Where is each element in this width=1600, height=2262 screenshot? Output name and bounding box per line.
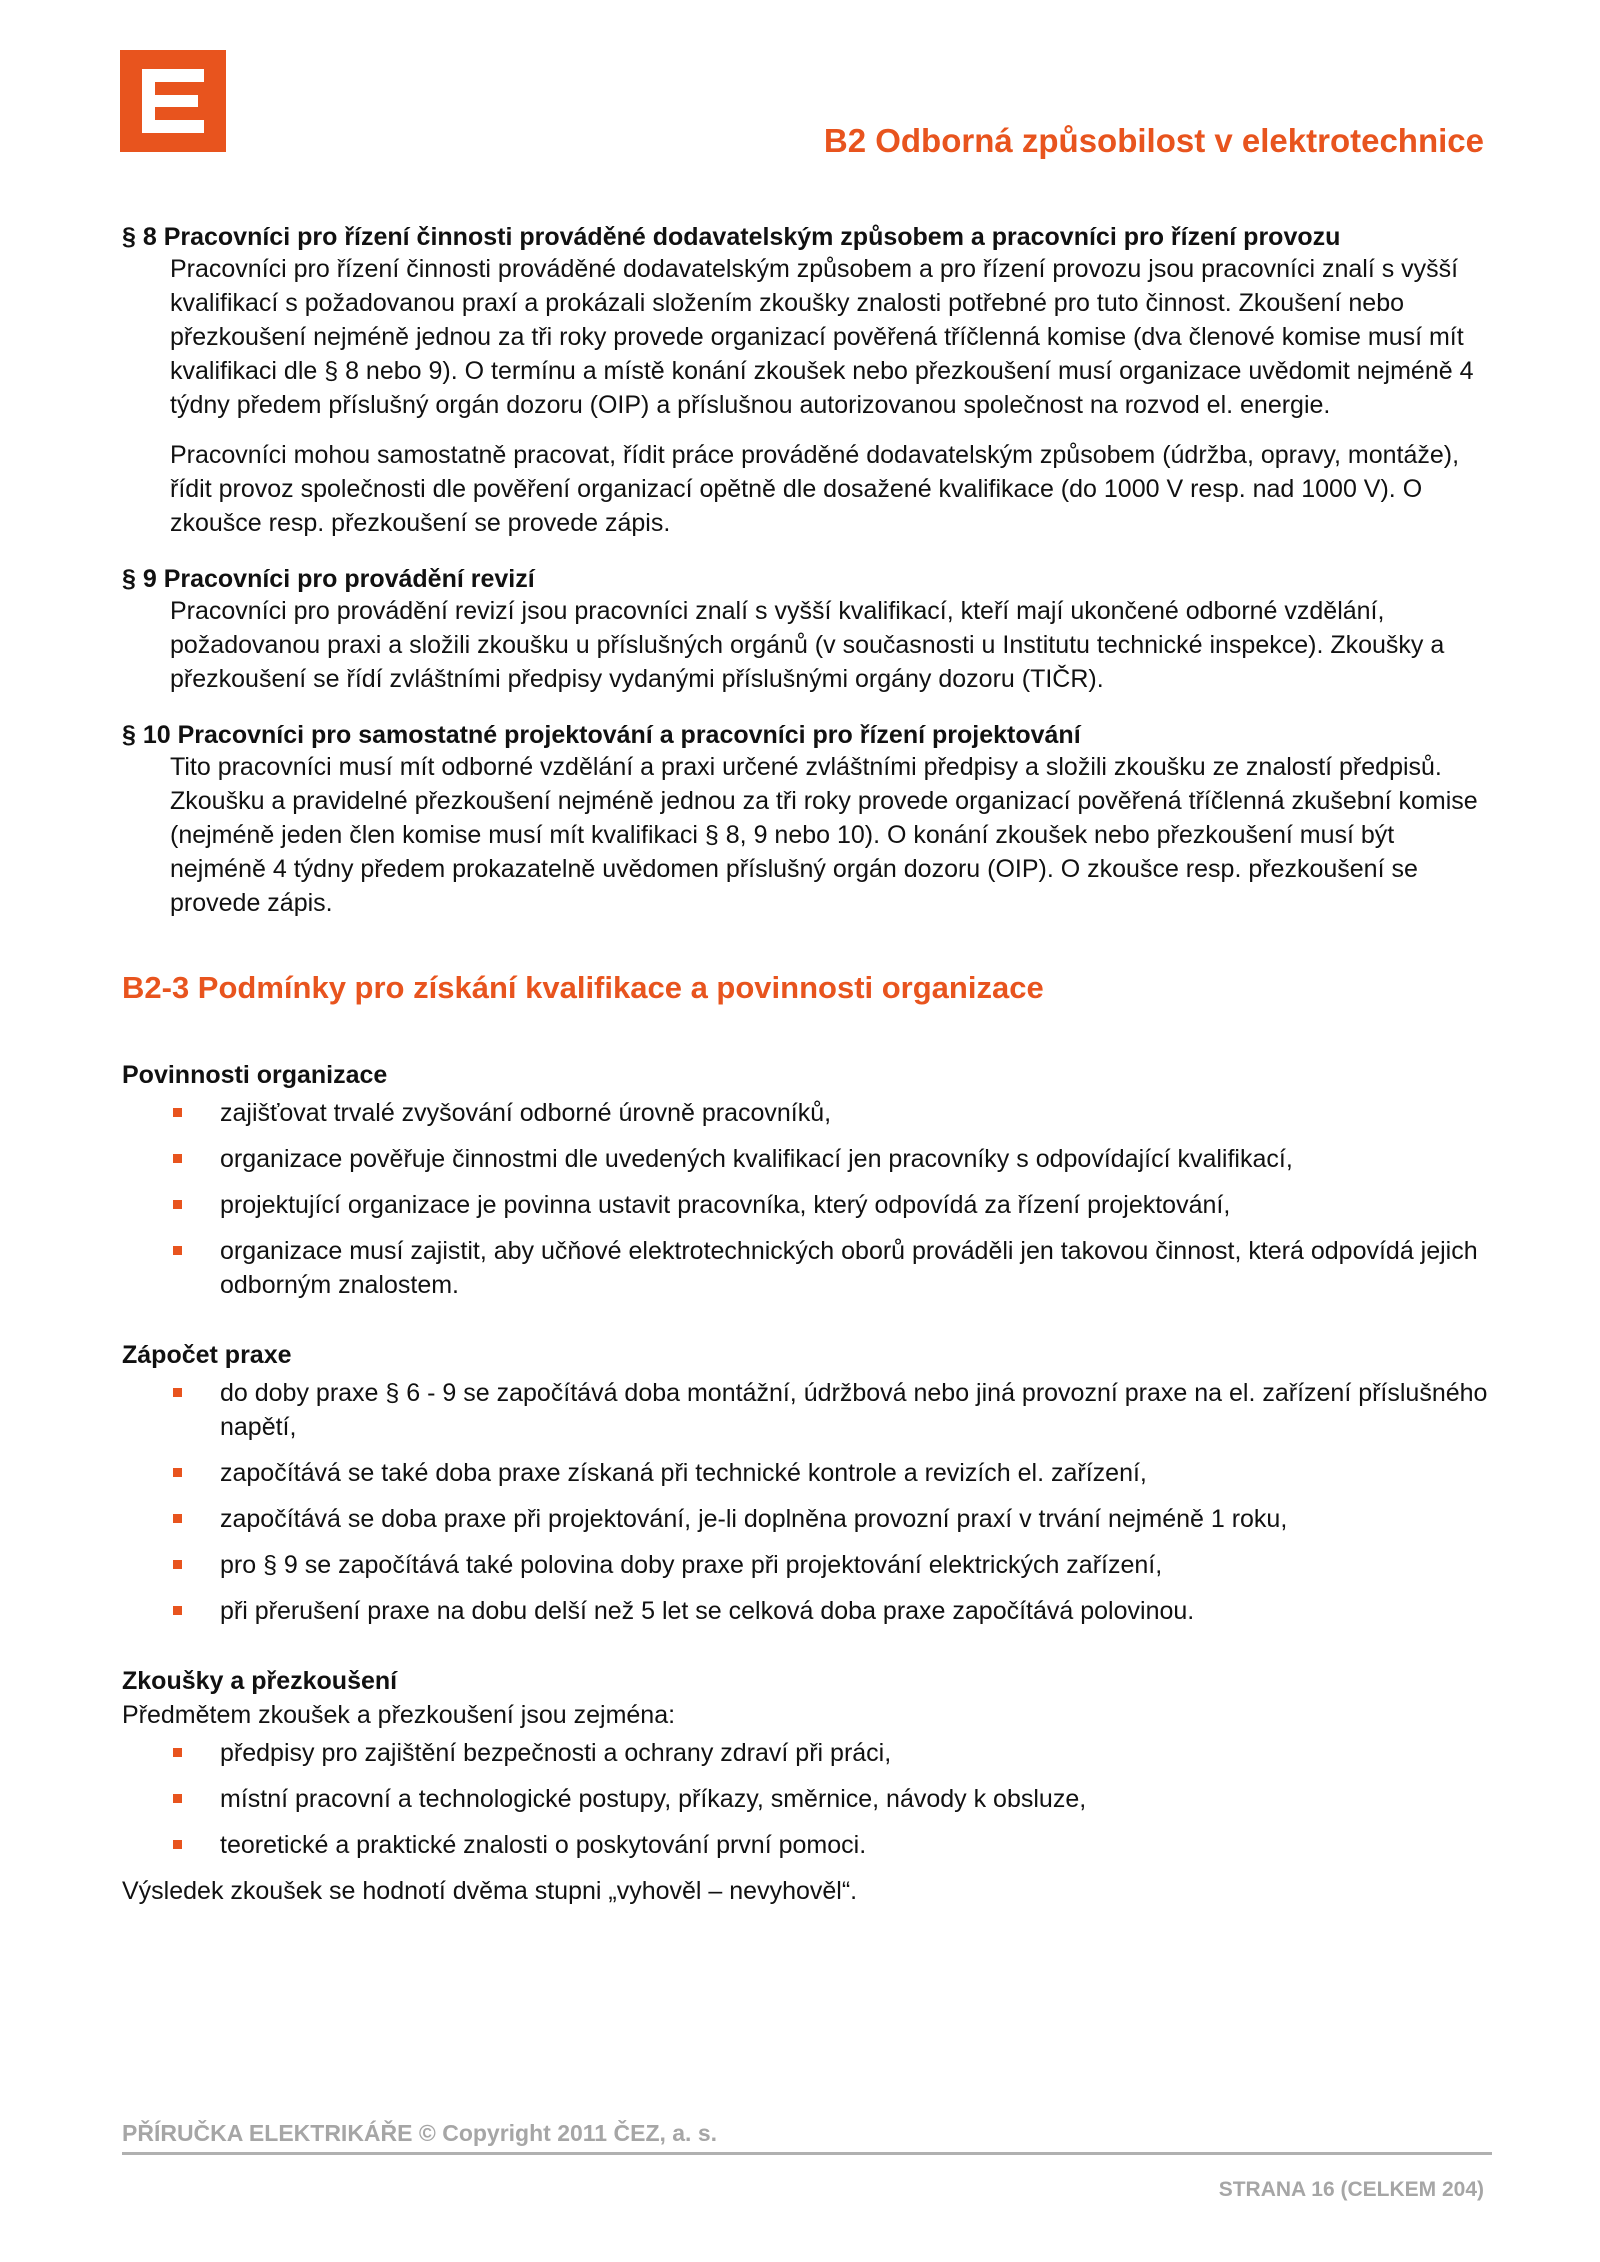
section-10-paragraph: Tito pracovníci musí mít odborné vzdělání a praxi určené zvláštními předpisy a složili zkoušku ze znalostí předpisů. Zkoušku a pravidelné přezkoušení nejméně jednou za tři roky provede organizací pověřená tříčlenná zkušební komise (nejméně jeden člen komise musí mít kvalifikaci § 8, 9 nebo 10). O konání zkoušek nebo přezkoušení musí být nejméně 4 týdny předem prokazatelně uvědomen příslušný orgán dozoru (OIP). O zkoušce resp. přezkoušení se provede zápis. bbox=[170, 753, 1478, 917]
section-9-heading: § 9 Pracovníci pro provádění revizí bbox=[122, 565, 535, 593]
list-item: při přerušení praxe na dobu delší než 5 let se celková doba praxe započítává polovinou. bbox=[122, 1594, 1492, 1628]
bullet-square-icon bbox=[173, 1388, 182, 1397]
bullet-square-icon bbox=[173, 1560, 182, 1569]
list-item: pro § 9 se započítává také polovina doby praxe při projektování elektrických zařízení, bbox=[122, 1548, 1492, 1582]
bullet-square-icon bbox=[173, 1748, 182, 1757]
page-title: B2 Odborná způsobilost v elektrotechnice bbox=[823, 122, 1484, 159]
zkousky-list bbox=[122, 1736, 1492, 1862]
povinnosti-list bbox=[122, 1096, 1492, 1302]
b2-3-heading: B2-3 Podmínky pro získání kvalifikace a povinnosti organizace bbox=[122, 970, 1044, 1005]
footer-divider bbox=[122, 2152, 1492, 2155]
bullet-square-icon bbox=[173, 1108, 182, 1117]
page-number: STRANA 16 (CELKEM 204) bbox=[1218, 2178, 1484, 2201]
bullet-square-icon bbox=[173, 1794, 182, 1803]
zapocet-heading: Zápočet praxe bbox=[122, 1341, 292, 1369]
list-item: započítává se doba praxe při projektování, je-li doplněna provozní praxí v trvání nejméně 1 roku, bbox=[122, 1502, 1492, 1536]
bullet-square-icon bbox=[173, 1606, 182, 1615]
cez-logo-icon bbox=[120, 50, 226, 152]
zapocet-list bbox=[122, 1376, 1492, 1628]
section-8-heading: § 8 Pracovníci pro řízení činnosti prováděné dodavatelským způsobem a pracovníci pro řízení provozu bbox=[122, 223, 1341, 251]
bullet-square-icon bbox=[173, 1246, 182, 1255]
section-8-paragraph-1: Pracovníci pro řízení činnosti prováděné dodavatelským způsobem a pro řízení provozu jsou pracovníci znalí s vyšší kvalifikací s požadovanou praxí a prokázali složením zkoušky znalosti potřebné pro tuto činnost. Zkoušení nebo přezkoušení nejméně jednou za tři roky provede organizací pověřená tříčlenná komise (dva členové komise musí mít kvalifikaci dle § 8 nebo 9). O termínu a místě konání zkoušek nebo přezkoušení musí organizace uvědomit nejméně 4 týdny předem příslušný orgán dozoru (OIP) a příslušnou autorizovanou společnost na rozvod el. energie. bbox=[170, 255, 1474, 419]
list-item: projektující organizace je povinna ustavit pracovníka, který odpovídá za řízení projektování, bbox=[122, 1188, 1492, 1222]
list-item: zajišťovat trvalé zvyšování odborné úrovně pracovníků, bbox=[122, 1096, 1492, 1130]
list-item: teoretické a praktické znalosti o poskytování první pomoci. bbox=[122, 1828, 1492, 1862]
section-9-paragraph: Pracovníci pro provádění revizí jsou pracovníci znalí s vyšší kvalifikací, kteří mají ukončené odborné vzdělání, požadovanou praxi a složili zkoušku u příslušných orgánů (v současnosti u Institutu technické inspekce). Zkoušky a přezkoušení se řídí zvláštními předpisy vydanými příslušnými orgány dozoru (TIČR). bbox=[170, 597, 1445, 693]
list-item: organizace musí zajistit, aby učňové elektrotechnických oborů prováděli jen takovou činnost, která odpovídá jejich odborným znalostem. bbox=[122, 1234, 1492, 1302]
document-body bbox=[122, 222, 1492, 1908]
zkousky-heading: Zkoušky a přezkoušení bbox=[122, 1667, 398, 1695]
footer-copyright: PŘÍRUČKA ELEKTRIKÁŘE © Copyright 2011 ČEZ, a. s. bbox=[122, 2120, 718, 2146]
zkousky-intro: Předmětem zkoušek a přezkoušení jsou zejména: bbox=[122, 1701, 676, 1729]
list-item: předpisy pro zajištění bezpečnosti a ochrany zdraví při práci, bbox=[122, 1736, 1492, 1770]
list-item: do doby praxe § 6 - 9 se započítává doba montážní, údržbová nebo jiná provozní praxe na el. zařízení příslušného napětí, bbox=[122, 1376, 1492, 1444]
bullet-square-icon bbox=[173, 1200, 182, 1209]
list-item: započítává se také doba praxe získaná při technické kontrole a revizích el. zařízení, bbox=[122, 1456, 1492, 1490]
zkousky-outro: Výsledek zkoušek se hodnotí dvěma stupni „vyhověl – nevyhověl“. bbox=[122, 1877, 858, 1905]
section-8-paragraph-2: Pracovníci mohou samostatně pracovat, řídit práce prováděné dodavatelským způsobem (údržba, opravy, montáže), řídit provoz společnosti dle pověření organizací opětně dle dosažené kvalifikace (do 1000 V resp. nad 1000 V). O zkoušce resp. přezkoušení se provede zápis. bbox=[170, 441, 1460, 537]
bullet-square-icon bbox=[173, 1840, 182, 1849]
section-10-heading: § 10 Pracovníci pro samostatné projektování a pracovníci pro řízení projektování bbox=[122, 721, 1081, 749]
povinnosti-heading: Povinnosti organizace bbox=[122, 1061, 388, 1089]
list-item: místní pracovní a technologické postupy, příkazy, směrnice, návody k obsluze, bbox=[122, 1782, 1492, 1816]
bullet-square-icon bbox=[173, 1468, 182, 1477]
list-item: organizace pověřuje činnostmi dle uvedených kvalifikací jen pracovníky s odpovídající kvalifikací, bbox=[122, 1142, 1492, 1176]
bullet-square-icon bbox=[173, 1514, 182, 1523]
bullet-square-icon bbox=[173, 1154, 182, 1163]
